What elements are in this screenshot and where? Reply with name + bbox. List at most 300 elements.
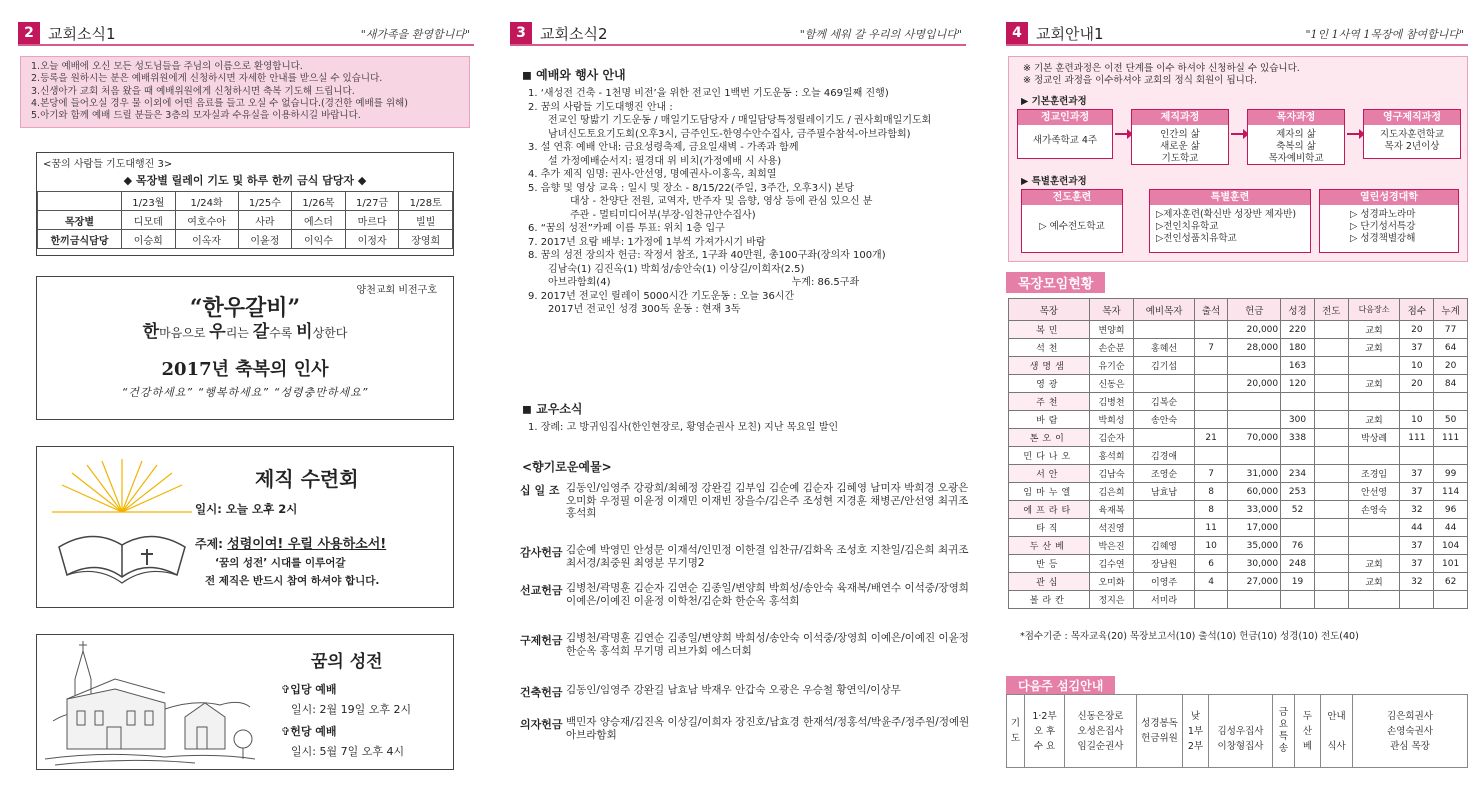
arrow-right-icon: [1115, 133, 1129, 135]
zone-cell: 338: [1281, 429, 1315, 447]
notice-line: 4.본당에 들어오실 경우 물 이외에 어떤 음료를 들고 오실 수 없습니다.(경건한 예배를 위해): [31, 97, 408, 109]
zone-cell: 이영주: [1134, 573, 1194, 591]
zone-header-cell: 예비목자: [1134, 299, 1194, 321]
section-motto: "함께 세워 갈 우리의 사명입니다": [799, 28, 962, 41]
temple-title: 꿈의 성전: [311, 652, 383, 672]
zone-cell: [1314, 429, 1348, 447]
slogan-text: 리는: [225, 326, 253, 340]
offering-label: 선교헌금: [520, 584, 563, 597]
retreat-theme: [195, 533, 386, 552]
zone-cell: 손순분: [1089, 339, 1134, 357]
training-courses-box: [1008, 56, 1468, 262]
worship-event-item: 김남숙(1) 김진옥(1) 박희성/송안숙(1) 이상길/이희자(2.5): [548, 263, 805, 275]
course-title: 정교인과정: [1018, 110, 1112, 125]
worship-event-item: 아브라함회(4) 누계: 86.5구좌: [548, 277, 860, 288]
worship-event-item: 1. ‘새성전 건축 - 1천명 비전’을 위한 전교인 1백번 기도운동 : 오늘 469일째 진행): [528, 88, 889, 99]
zone-cell: [1348, 447, 1400, 465]
zone-row: [1009, 375, 1468, 393]
zone-cell: 37: [1400, 537, 1434, 555]
zone-header-cell: 다음장소: [1348, 299, 1400, 321]
relay-subtitle: ◆ 목장별 릴레이 기도 및 하루 한끼 금식 담당자 ◆: [123, 174, 367, 187]
section-number: 2: [18, 22, 40, 44]
zone-cell: 김혜영: [1134, 537, 1194, 555]
zone-cell: 홍혜선: [1134, 339, 1194, 357]
zone-cell: [1400, 393, 1434, 411]
zone-name-cell: 에프라타: [1009, 501, 1090, 519]
zone-name-cell: 석천: [1009, 339, 1090, 357]
zone-cell: 조영순: [1134, 465, 1194, 483]
zone-name-cell: 타직: [1009, 519, 1090, 537]
zone-cell: 20: [1400, 375, 1434, 393]
offering-label: 건축헌금: [520, 686, 563, 699]
serve-usher-persons: 김은희권사 손영숙권사 관심 목장: [1353, 695, 1468, 768]
zone-cell: 248: [1281, 555, 1315, 573]
zone-cell: 37: [1400, 465, 1434, 483]
zone-cell: [1314, 321, 1348, 339]
zone-cell: 교회: [1348, 375, 1400, 393]
zone-cell: 4: [1194, 573, 1228, 591]
relay-fasting-row: [38, 230, 453, 249]
worship-events-heading: ◼ 예배와 행사 안내: [522, 68, 626, 82]
zone-cell: 62: [1434, 573, 1468, 591]
zone-cell: 35,000: [1228, 537, 1281, 555]
zone-cell: [1314, 537, 1348, 555]
zone-cell: [1134, 375, 1194, 393]
zone-cell: 77: [1434, 321, 1468, 339]
relay-date: 1/26목: [292, 192, 346, 211]
course-body: ▷ 성경파노라마 ▷ 단기성서특강 ▷ 성경책별강해: [1350, 209, 1416, 244]
zone-cell: 김수연: [1089, 555, 1134, 573]
zone-cell: 96: [1434, 501, 1468, 519]
zone-cell: [1134, 501, 1194, 519]
course-body: ▷ 예수전도학교: [1039, 221, 1105, 232]
zone-cell: 84: [1434, 375, 1468, 393]
zone-cell: 송안숙: [1134, 411, 1194, 429]
zone-cell: 박은진: [1089, 537, 1134, 555]
zone-score-footnote: *점수기준 : 목자교육(20) 목장보고서(10) 출석(10) 헌금(10) 성경(10) 전도(40): [1020, 631, 1359, 642]
zone-cell: [1194, 447, 1228, 465]
zone-cell: 10: [1400, 411, 1434, 429]
offering-names: 김동인/임영주 강광희/최혜정 강완길 김부임 김순예 김순자 김혜영 남미자 박희경 오광은 오미화 우정필 이윤정 이재민 이재빈 장을수/김은주 조성현 지경훈 채병곤/안선영 최귀조 홍석희: [566, 482, 969, 519]
zone-cell: 20: [1434, 357, 1468, 375]
zone-row: [1009, 483, 1468, 501]
zone-cell: 홍석희: [1089, 447, 1134, 465]
zone-header-cell: 누계: [1434, 299, 1468, 321]
serve-service-times: 1·2부 오 후 수 요: [1025, 695, 1065, 768]
serve-prayer-leaders: 신동은장로 오성은집사 임길순권사: [1065, 695, 1137, 768]
relay-row-label: 목장별: [38, 211, 122, 230]
relay-date: 1/24화: [175, 192, 238, 211]
zone-cell: 김순자: [1089, 429, 1134, 447]
offering-label: 의자헌금: [520, 718, 563, 731]
zone-cell: 교회: [1348, 411, 1400, 429]
zone-header-cell: 성경: [1281, 299, 1315, 321]
worship-event-item: 남녀신도토요기도회(오후3시, 금주인도-한영수안수집사, 금주필수참석-아브라함회): [548, 128, 911, 140]
zone-cell: [1314, 393, 1348, 411]
member-news-heading: ◼ 교우소식: [522, 402, 583, 416]
zone-cell: 253: [1281, 483, 1315, 501]
worship-event-item: 2. 꿈의 사람들 기도대행진 안내 :: [528, 101, 673, 113]
zone-cell: 교회: [1348, 573, 1400, 591]
member-news-item: 1. 장례: 고 방귀임집사(한인현장로, 황영순권사 모친) 지난 목요일 발인: [528, 422, 839, 433]
zone-cell: 김경애: [1134, 447, 1194, 465]
relay-cell: 사라: [238, 211, 292, 230]
section-header-4: [1006, 20, 1468, 46]
zone-cell: 7: [1194, 339, 1228, 357]
zone-cell: 21: [1194, 429, 1228, 447]
zone-cell: [1314, 573, 1348, 591]
page-4-church-guide-1: [1000, 0, 1478, 791]
worship-event-item: 주관 - 멀티미디어부(부장-임찬규안수집사): [570, 209, 756, 221]
zone-header-row: [1009, 299, 1468, 321]
serve-friday-zone: 두 산 베: [1295, 695, 1321, 768]
relay-date: 1/28토: [399, 192, 453, 211]
course-permanent-officer: [1363, 109, 1461, 159]
retreat-title: 제직 수련회: [255, 467, 359, 491]
worship-event-item: 2017년 전교인 성경 300독 운동 : 현재 3독: [548, 304, 741, 315]
zone-cell: 37: [1400, 483, 1434, 501]
retreat-box: [36, 446, 454, 608]
course-body: 지도자훈련학교 목자 2년이상: [1379, 129, 1445, 152]
section-title: 교회소식2: [540, 25, 608, 43]
zone-cell: 19: [1281, 573, 1315, 591]
offering-names: 백민자 양승재/김진옥 이상길/이희자 장진호/남효경 한재석/정홍석/박윤주/정주원/정예원 아브라함회: [566, 716, 970, 741]
notice-line: 1.오늘 예배에 오신 모든 성도님들을 주님의 이름으로 환영합니다.: [31, 61, 303, 72]
zone-cell: 31,000: [1228, 465, 1281, 483]
course-body: 새가족학교 4주: [1032, 135, 1098, 146]
zone-cell: 64: [1434, 339, 1468, 357]
zone-name-cell: 볼라칸: [1009, 591, 1090, 609]
zone-cell: [1314, 501, 1348, 519]
zone-cell: [1281, 519, 1315, 537]
vision-slogan: [37, 317, 453, 342]
zone-cell: [1314, 339, 1348, 357]
zone-cell: 44: [1400, 519, 1434, 537]
section-header-3: [510, 20, 966, 46]
theme-label: 주제:: [195, 537, 228, 551]
relay-prayer-box: [36, 152, 454, 256]
zone-cell: [1228, 591, 1281, 609]
course-title: 제직과정: [1132, 110, 1228, 125]
zone-cell: 교회: [1348, 555, 1400, 573]
retreat-line-1: ‘꿈의 성전’ 시대를 이루어갈: [215, 557, 346, 569]
zone-cell: 101: [1434, 555, 1468, 573]
zone-name-cell: 두산베: [1009, 537, 1090, 555]
worship-event-item: 8. 꿈의 성전 장의자 헌금: 작정서 참조, 1구좌 40만원, 총100구좌(장의자 100개): [528, 250, 886, 261]
relay-cell: 이익수: [292, 230, 346, 249]
notice-line: 5.아기와 함께 예배 드릴 분들은 3층의 모자실과 수유실을 이용하시길 바랍니다.: [31, 110, 361, 122]
zone-cell: 37: [1400, 555, 1434, 573]
section-title: 교회안내1: [1036, 25, 1104, 43]
relay-cell: 이승희: [122, 230, 176, 249]
zone-cell: 50: [1434, 411, 1468, 429]
dream-temple-box: [36, 634, 454, 770]
zone-meeting-title: 목장모임현황: [1006, 272, 1105, 293]
zone-cell: 유기순: [1089, 357, 1134, 375]
church-illustration-icon: [45, 639, 255, 767]
zone-cell: 10: [1400, 357, 1434, 375]
worship-event-item: 4. 추가 제직 임명: 권사-안선영, 명예권사-이홍옥, 최희열: [528, 169, 777, 180]
zone-cell: 44: [1434, 519, 1468, 537]
zone-cell: 남효남: [1134, 483, 1194, 501]
zone-cell: [1314, 591, 1348, 609]
section-motto: "새가족을 환영합니다": [360, 28, 470, 41]
zone-name-cell: 민다나오: [1009, 447, 1090, 465]
course-body: 제자의 삶 축복의 삶 목자예비학교: [1268, 129, 1324, 164]
zone-cell: [1434, 393, 1468, 411]
serve-sessions: 낮 1부 2부: [1183, 695, 1209, 768]
offering-names: 김순예 박영민 안성문 이재석/인민정 이한결 임찬규/김화옥 조성호 지찬일/김은희 최귀조 최서경/최중원 최영분 무기명2: [566, 544, 969, 569]
course-title: 특별훈련: [1150, 190, 1310, 205]
zone-cell: [1281, 591, 1315, 609]
zone-cell: [1228, 447, 1281, 465]
zone-cell: 정지은: [1089, 591, 1134, 609]
relay-cell: 이윤정: [238, 230, 292, 249]
relay-caption: <꿈의 사람들 기도대행진 3>: [43, 159, 173, 170]
zone-cell: 박희성: [1089, 411, 1134, 429]
greeting-title: 2017년 축복의 인사: [161, 359, 329, 380]
zone-cell: 114: [1434, 483, 1468, 501]
zone-cell: [1348, 591, 1400, 609]
offering-names: 김병천/곽명훈 김순자 김연순 김종일/변양희 박희성/송안숙 육재복/배연수 이석중/장영희 이예은/이예진 이윤정 이학천/김순화 한순옥 홍석희: [566, 582, 969, 607]
member-news-section: [522, 400, 972, 435]
offering-label: 십 일 조: [520, 484, 560, 497]
worship-event-item: 6. “꿈의 성전”카페 이름 투표: 위치 1층 입구: [528, 223, 725, 234]
training-note: ※ 기본 훈련과정은 이전 단계를 이수 하셔야 신청하실 수 있습니다.: [1023, 63, 1300, 74]
page-2-church-news-1: [0, 0, 490, 791]
zone-cell: [1348, 537, 1400, 555]
zone-header-cell: 전도: [1314, 299, 1348, 321]
course-title: 열린성경대학: [1320, 190, 1458, 205]
zone-cell: [1194, 411, 1228, 429]
zone-cell: [1314, 483, 1348, 501]
worship-event-item: 설 가정예배순서지: 필경대 위 비치(가정예배 시 사용): [548, 155, 782, 167]
zone-cell: [1400, 447, 1434, 465]
zone-cell: 11: [1194, 519, 1228, 537]
zone-cell: [1228, 411, 1281, 429]
zone-row: [1009, 573, 1468, 591]
course-body: ▷제자훈련(확신반 성장반 제자반) ▷전인치유학교 ▷전인성품치유학교: [1156, 209, 1297, 244]
serve-role-persons: 김성우집사 이창형집사: [1209, 695, 1273, 768]
greeting-wishes: “건강하세요” “행복하세요” “성령충만하세요”: [121, 386, 369, 399]
zone-cell: [1228, 393, 1281, 411]
zone-row: [1009, 321, 1468, 339]
relay-table: [37, 191, 453, 249]
course-special: [1149, 189, 1311, 253]
arrow-right-icon: [1347, 133, 1361, 135]
worship-event-item: 5. 음향 및 영상 교육 : 일시 및 장소 - 8/15/22(주일, 3주간, 오후3시) 본당: [528, 182, 855, 194]
zone-cell: [1134, 519, 1194, 537]
zone-cell: 석진영: [1089, 519, 1134, 537]
next-week-service-table: [1006, 694, 1468, 768]
theme-text: 성령이여! 우릴 사용하소서!: [227, 537, 387, 552]
zone-row: [1009, 429, 1468, 447]
zone-cell: [1134, 321, 1194, 339]
zone-row: [1009, 519, 1468, 537]
zone-cell: [1134, 429, 1194, 447]
zone-cell: 8: [1194, 501, 1228, 519]
zone-cell: 70,000: [1228, 429, 1281, 447]
zone-cell: [1194, 375, 1228, 393]
dedication-service-name: ✞입당 예배: [281, 683, 337, 696]
zone-meeting-table: [1008, 298, 1468, 609]
zone-row: [1009, 411, 1468, 429]
zone-cell: 8: [1194, 483, 1228, 501]
zone-cell: [1194, 393, 1228, 411]
slogan-initial: 비: [296, 322, 313, 342]
zone-cell: [1314, 519, 1348, 537]
zone-name-cell: 바람: [1009, 411, 1090, 429]
zone-name-cell: 서안: [1009, 465, 1090, 483]
serve-prayer-label: 기 도: [1007, 695, 1025, 768]
zone-cell: 10: [1194, 537, 1228, 555]
worship-event-item: 대상 - 찬양단 전원, 교역자, 반주자 및 음향, 영상 등에 관심 있으신 분: [570, 196, 873, 207]
serve-roles: 성경봉독 헌금위원: [1137, 695, 1183, 768]
zone-cell: 김은희: [1089, 483, 1134, 501]
relay-zone-row: [38, 211, 453, 230]
zone-cell: 서미라: [1134, 591, 1194, 609]
bible-icon: [47, 457, 197, 597]
zone-cell: 60,000: [1228, 483, 1281, 501]
zone-cell: 220: [1281, 321, 1315, 339]
relay-cell: 디모데: [122, 211, 176, 230]
offering-label: 감사헌금: [520, 546, 563, 559]
relay-cell: 장영희: [399, 230, 453, 249]
zone-cell: 안선영: [1348, 483, 1400, 501]
zone-cell: 111: [1400, 429, 1434, 447]
welcome-notices: [20, 56, 470, 128]
zone-name-cell: 관심: [1009, 573, 1090, 591]
zone-name-cell: 복민: [1009, 321, 1090, 339]
relay-date: 1/23월: [122, 192, 176, 211]
section-title: 교회소식1: [48, 25, 116, 43]
zone-cell: 76: [1281, 537, 1315, 555]
zone-header-cell: 목장: [1009, 299, 1090, 321]
special-training-label: ▶ 특별훈련과정: [1021, 176, 1087, 187]
vision-title: “한우갈비”: [189, 295, 301, 321]
zone-cell: 17,000: [1228, 519, 1281, 537]
training-notes: [1023, 63, 1300, 87]
course-evangelism: [1021, 189, 1123, 253]
zone-cell: 37: [1400, 339, 1434, 357]
zone-row: [1009, 465, 1468, 483]
course-title: 전도훈련: [1022, 190, 1122, 205]
zone-cell: 300: [1281, 411, 1315, 429]
offering-names: 김병천/곽명훈 김연순 김종일/변양희 박희성/송안숙 이석중/장영희 이예은/이예진 이윤정 한순옥 홍석희 무기명 리브가회 에스더회: [566, 632, 969, 657]
course-title: 목자과정: [1248, 110, 1344, 125]
course-shepherd: [1247, 109, 1345, 165]
zone-cell: 27,000: [1228, 573, 1281, 591]
relay-cell: 빌빌: [399, 211, 453, 230]
zone-cell: 32: [1400, 573, 1434, 591]
zone-cell: 52: [1281, 501, 1315, 519]
zone-cell: 30,000: [1228, 555, 1281, 573]
notice-line: 2.등록을 원하시는 분은 예배위원에게 신청하시면 자세한 안내를 받으실 수 있습니다.: [31, 73, 383, 85]
zone-cell: [1348, 519, 1400, 537]
course-open-bible: [1319, 189, 1459, 253]
zone-cell: 33,000: [1228, 501, 1281, 519]
slogan-text: 마음으로: [159, 326, 210, 340]
relay-row-label: 한끼금식담당: [38, 230, 122, 249]
slogan-text: 수록: [269, 326, 297, 340]
retreat-line-2: 전 제직은 반드시 참여 하셔야 합니다.: [205, 575, 380, 587]
consecration-service-name: ✞헌당 예배: [281, 725, 337, 738]
zone-cell: [1314, 465, 1348, 483]
zone-cell: [1400, 591, 1434, 609]
zone-cell: 장남원: [1134, 555, 1194, 573]
zone-header-cell: 목자: [1089, 299, 1134, 321]
zone-cell: [1194, 357, 1228, 375]
zone-name-cell: 주천: [1009, 393, 1090, 411]
slogan-text: 상한다: [312, 326, 348, 340]
section-number: 3: [510, 22, 532, 44]
retreat-time: 일시: 오늘 오후 2시: [195, 502, 298, 516]
zone-cell: 김병천: [1089, 393, 1134, 411]
zone-row: [1009, 537, 1468, 555]
zone-name-cell: 생명샘: [1009, 357, 1090, 375]
zone-cell: 120: [1281, 375, 1315, 393]
zone-header-cell: 점수: [1400, 299, 1434, 321]
course-regular-member: [1017, 109, 1113, 159]
relay-cell: 이옥자: [175, 230, 238, 249]
relay-cell: 에스더: [292, 211, 346, 230]
zone-cell: [1194, 321, 1228, 339]
section-number: 4: [1006, 22, 1028, 44]
zone-row: [1009, 501, 1468, 519]
zone-cell: 박상례: [1348, 429, 1400, 447]
zone-cell: [1194, 591, 1228, 609]
zone-cell: 변양희: [1089, 321, 1134, 339]
training-note: ※ 정교인 과정을 이수하셔야 교회의 정식 회원이 됩니다.: [1023, 75, 1258, 86]
worship-event-item: 7. 2017년 요람 배부: 1가정에 1부씩 가져가시기 바람: [528, 236, 766, 248]
zone-cell: 20,000: [1228, 375, 1281, 393]
zone-cell: 28,000: [1228, 339, 1281, 357]
zone-cell: 교회: [1348, 321, 1400, 339]
section-header-2: [18, 20, 474, 46]
zone-cell: 조경임: [1348, 465, 1400, 483]
zone-row: [1009, 447, 1468, 465]
serve-friday-special: 금 요 특 송: [1273, 695, 1295, 768]
worship-event-item: 전교인 땅밟기 기도운동 / 매일기도담당자 / 매일담당특정릴레이기도 / 권사회매일기도회: [548, 115, 932, 126]
offering-label: 구제헌금: [520, 634, 563, 647]
offerings-heading: <향기로운예물>: [522, 460, 612, 474]
zone-name-cell: 반등: [1009, 555, 1090, 573]
zone-cell: 신동은: [1089, 375, 1134, 393]
zone-cell: [1348, 357, 1400, 375]
zone-header-cell: 출석: [1194, 299, 1228, 321]
relay-cell: 이정자: [345, 230, 399, 249]
zone-header-cell: 헌금: [1228, 299, 1281, 321]
worship-event-item: 9. 2017년 전교인 릴레이 5000시간 기도운동 : 오늘 36시간: [528, 290, 795, 302]
zone-cell: 육재복: [1089, 501, 1134, 519]
worship-event-item: 3. 설 연휴 예배 안내: 금요성령축제, 금요일새벽 - 가족과 함께: [528, 142, 799, 153]
vision-slogan-box: [36, 276, 454, 420]
zone-cell: [1281, 393, 1315, 411]
zone-cell: [1314, 357, 1348, 375]
worship-events-section: [522, 66, 972, 317]
slogan-initial: 한: [142, 322, 160, 342]
worship-events-list: [522, 87, 972, 317]
relay-date-row: [38, 192, 453, 211]
zone-cell: [1434, 591, 1468, 609]
serve-usher-meal: 안내 식사: [1321, 695, 1353, 768]
zone-row: [1009, 357, 1468, 375]
vision-label: 양천교회 비전구호: [356, 285, 437, 296]
zone-cell: 99: [1434, 465, 1468, 483]
zone-cell: [1314, 375, 1348, 393]
zone-row: [1009, 591, 1468, 609]
offering-names: 김동인/임영주 강완길 남효남 박재우 안갑숙 오광은 우승철 황연익/이상무: [566, 684, 901, 696]
